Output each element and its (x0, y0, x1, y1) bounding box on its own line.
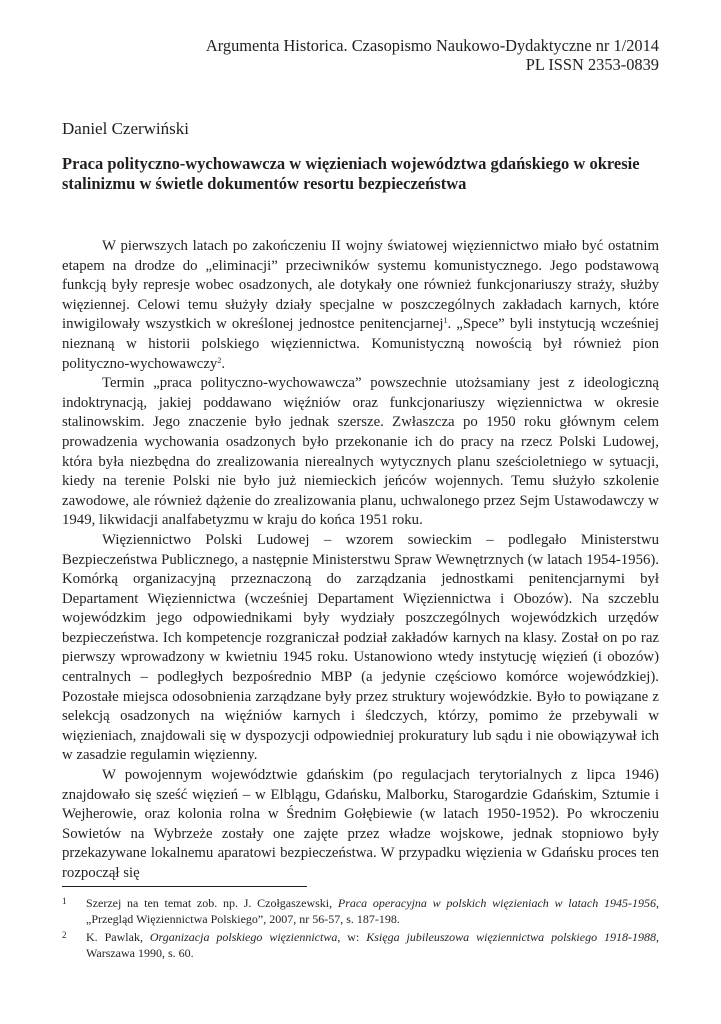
paragraph-1: W pierwszych latach po zakończeniu II wojny światowej więziennictwo miało być ostatnim etapem na drodze do „eliminacji” przeciwników systemu komunistycznego. Jego podstawową funkcją były represje wobec osadzonych, ale dotykały one również funkcjonariuszy straży, służby więziennej. Celowi temu służyły działy specjalne w poszczególnych zakładach karnych, które inwigilowały wszystkich w określonej jednostce penitencjarnej$^1$. „Spece” byli instytucją wcześniej nieznaną w historii polskiego więziennictwa. Komunistyczną nowością był również pion polityczno-wychowawczy$^2$. (62, 238, 659, 372)
paragraph-4: W powojennym województwie gdańskim (po regulacjach terytorialnych z lipca 1946) znajdowało się sześć więzień – w Elblągu, Gdańsku, Malborku, Starogardzie Gdańskim, Sztumie i Wejherowie, oraz kolonia rolna w Średnim Gołębiewie (w latach 1950-1952). Po wkroczeniu Sowietów na Wybrzeże zostały one zajęte przez władze wojskowe, jednak stopniowo były przekazywane lokalnemu aparatowi bezpieczeństwa. W przypadku więzienia w Gdańsku proces ten rozpoczął się (62, 767, 659, 881)
journal-title: Argumenta Historica. Czasopismo Naukowo-Dydaktyczne nr 1/2014 (205, 36, 659, 55)
paragraph-3: Więziennictwo Polski Ludowej – wzorem sowieckim – podlegało Ministerstwu Bezpieczeństwa Publicznego, a następnie Ministerstwu Spraw Wewnętrznych (w latach 1954-1956). Komórką organizacyjną przeznaczoną do zarządzania jednostkami penitencjarnymi był Departament Więziennictwa (wcześniej Departament Więziennictwa i Obozów). Na szczeblu wojewódzkim jego odpowiednikami były wydziały poszczególnych wojewódzkich urzędów bezpieczeństwa. Ich kompetencje rozgraniczał podział zakładów karnych na klasy. Został on po raz pierwszy wprowadzony w kwietniu 1945 roku. Ustanowiono wtedy instytucję więzień (i obozów) centralnych – podległych bezpośrednio MBP (a jedynie częściowo komórce wojewódzkiej). Pozostałe miejsca odosobnienia zarządzane były przez struktury wojewódzkie. Było to powiązane z selekcją osadzonych na więźniów karnych i śledczych, którzy, pomimo że przebywali w więzieniach, znajdowali się w dyspozycji odpowiedniej prokuratury lub sądu i nie obowiązywał ich w zasadzie regulamin więzienny. (62, 531, 659, 764)
footnote-number: 1 (62, 896, 67, 906)
footnote-ref-2[interactable]: 2 (217, 355, 222, 365)
author-name: Daniel Czerwiński (62, 119, 189, 138)
journal-header (206, 36, 659, 74)
footnote-ref-1[interactable]: 1 (443, 316, 448, 326)
article-title: Praca polityczno-wychowawcza w więzieniach województwa gdańskiego w okresie stalinizmu w świetle dokumentów resortu bezpieczeństwa (62, 154, 640, 193)
footnote-number: 2 (62, 930, 67, 940)
footnote-1: 1 Szerzej na ten temat zob. np. J. Czołgaszewski, Praca operacyjna w polskich więzieniach w latach 1945-1956, „Przegląd Więziennictwa Polskiego”, 2007, nr 56-57, s. 187-198. (62, 895, 659, 927)
article-body (62, 237, 659, 884)
paragraph-2: Termin „praca polityczno-wychowawcza” powszechnie utożsamiany jest z ideologiczną indoktrynacją, jakiej poddawano więźniów oraz funkcjonariuszy więziennictwa w okresie stalinowskim. Jego znaczenie było jednak szersze. Zwłaszcza po 1950 roku głównym celem prowadzenia wychowania osadzonych było przekonanie ich do pracy na rzecz Polski Ludowej, która była niezbędna do zrealizowania nierealnych wytycznych planu sześcioletniego w sytuacji, kiedy na terenie Polski nie było już niemieckich jeńców wojennych. Temu służyło szkolenie zawodowe, ale również dążenie do zrealizowania planu, uchwalonego przez Sejm Ustawodawczy w 1949, likwidacji analfabetyzmu w kraju do końca 1951 roku. (62, 375, 659, 529)
footnote-2: 2 K. Pawlak, Organizacja polskiego więziennictwa, w: Księga jubileuszowa więziennictwa polskiego 1918-1988, Warszawa 1990, s. 60. (62, 929, 659, 961)
footnotes (62, 895, 659, 963)
issn: PL ISSN 2353-0839 (525, 55, 659, 74)
footnote-divider (62, 886, 307, 887)
